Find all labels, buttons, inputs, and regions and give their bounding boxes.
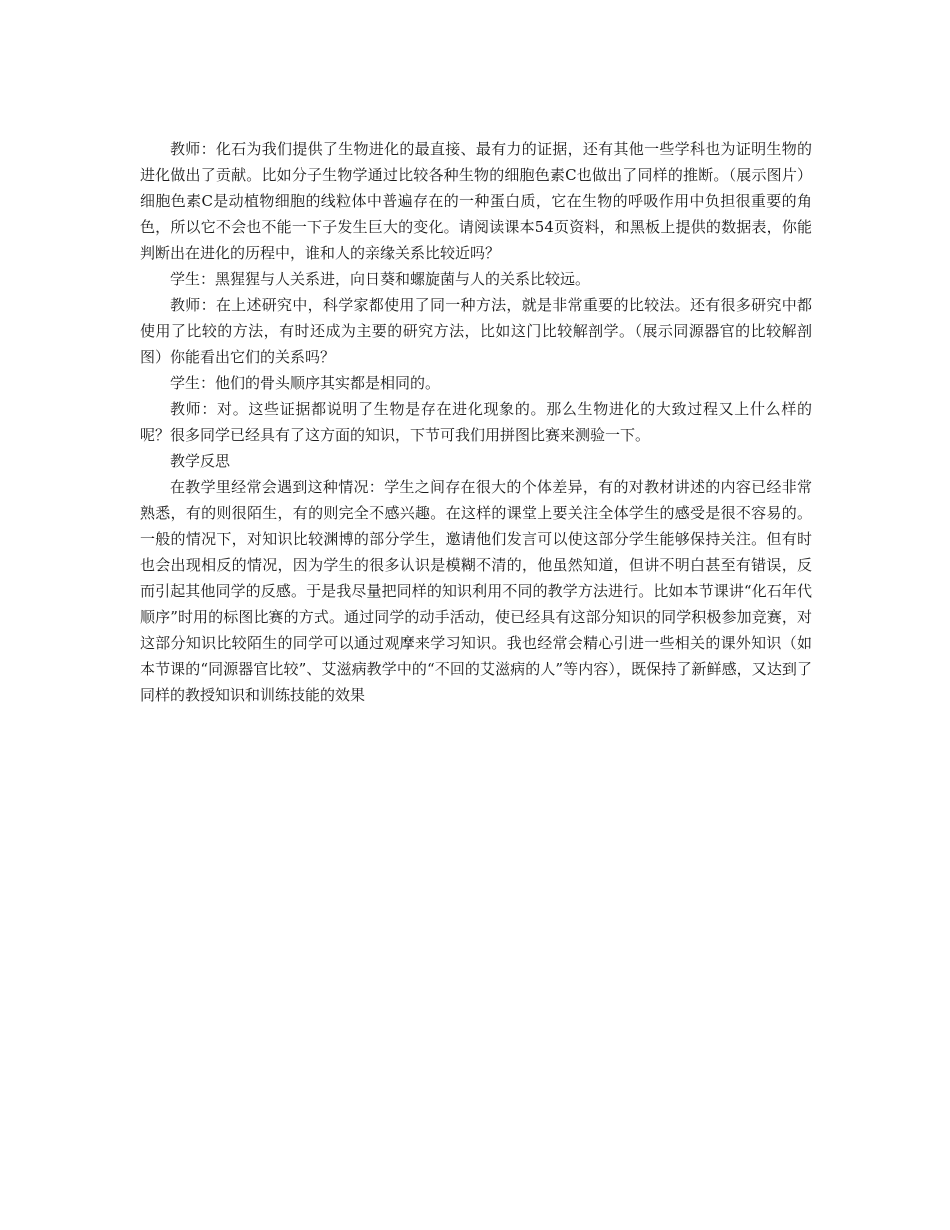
dialogue-paragraph-student-2: 学生：他们的骨头顺序其实都是相同的。 — [170, 374, 441, 392]
dialogue-paragraph-student-1: 学生：黑猩猩与人关系进，向日葵和螺旋菌与人的关系比较远。 — [170, 270, 591, 288]
reflection-heading: 教学反思 — [170, 452, 231, 470]
dialogue-paragraph-teacher-3: 教师：对。这些证据都说明了生物是存在进化现象的。那么生物进化的大致过程又上什么样的呢？很多同学已经具有了这方面的知识，下节可我们用拼图比赛来测验一下。 — [140, 400, 812, 444]
reflection-paragraph: 在教学里经常会遇到这种情况：学生之间存在很大的个体差异，有的对教材讲述的内容已经非常熟悉，有的则很陌生，有的则完全不感兴趣。在这样的课堂上要关注全体学生的感受是很不容易的。一般的情况下，对知识比较渊博的部分学生，邀请他们发言可以使这部分学生能够保持关注。但有时也会出现相反的情况，因为学生的很多认识是模糊不清的，他虽然知道，但讲不明白甚至有错误，反而引起其他同学的反感。于是我尽量把同样的知识利用不同的教学方法进行。比如本节课讲“化石年代顺序”时用的标图比赛的方式。通过同学的动手活动，使已经具有这部分知识的同学积极参加竞赛，对这部分知识比较陌生的同学可以通过观摩来学习知识。我也经常会精心引进一些相关的课外知识（如本节课的“同源器官比较”、艾滋病教学中的“不回的艾滋病的人”等内容），既保持了新鲜感，又达到了同样的教授知识和训练技能的效果 — [140, 478, 812, 704]
document-body — [140, 136, 812, 708]
dialogue-paragraph-teacher-1: 教师：化石为我们提供了生物进化的最直接、最有力的证据，还有其他一些学科也为证明生物的进化做出了贡献。比如分子生物学通过比较各种生物的细胞色素C也做出了同样的推断。（展示图片）细胞色素C是动植物细胞的线粒体中普遍存在的一种蛋白质，它在生物的呼吸作用中负担很重要的角色，所以它不会也不能一下子发生巨大的变化。请阅读课本54页资料，和黑板上提供的数据表，你能判断出在进化的历程中，谁和人的亲缘关系比较近吗？ — [140, 140, 812, 262]
dialogue-paragraph-teacher-2: 教师：在上述研究中，科学家都使用了同一种方法，就是非常重要的比较法。还有很多研究中都使用了比较的方法，有时还成为主要的研究方法，比如这门比较解剖学。（展示同源器官的比较解剖图）你能看出它们的关系吗？ — [140, 296, 812, 366]
